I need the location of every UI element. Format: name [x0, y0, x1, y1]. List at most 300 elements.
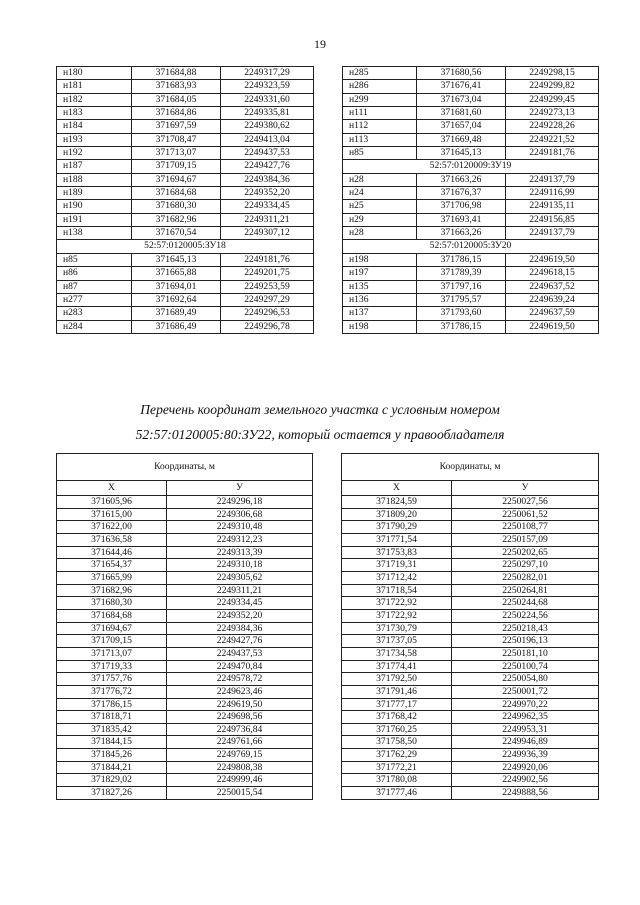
x-coordinate-cell: 371686,49 — [132, 320, 221, 333]
x-coordinate-cell: 371670,54 — [132, 227, 221, 240]
x-coordinate-cell: 371680,30 — [132, 200, 221, 213]
y-coordinate-cell: 2249962,35 — [452, 711, 599, 724]
y-coordinate-cell: 2249296,78 — [221, 320, 314, 333]
y-column-header: У — [167, 481, 313, 496]
coordinates-header: Координаты, м — [57, 454, 313, 481]
x-coordinate-cell: 371676,41 — [417, 80, 506, 93]
point-id-cell: н135 — [343, 280, 417, 293]
y-coordinate-cell: 2249623,46 — [167, 685, 313, 698]
table-row — [342, 685, 599, 698]
y-coordinate-cell: 2249380,62 — [221, 120, 314, 133]
x-coordinate-cell: 371694,67 — [57, 622, 167, 635]
table-row — [342, 660, 599, 673]
x-coordinate-cell: 371824,59 — [342, 496, 452, 509]
table-row — [342, 546, 599, 559]
point-id-cell: н180 — [57, 67, 132, 80]
y-coordinate-cell: 2249769,15 — [167, 749, 313, 762]
x-coordinate-cell: 371682,96 — [132, 213, 221, 226]
y-coordinate-cell: 2250282,01 — [452, 571, 599, 584]
x-column-header: X — [342, 481, 452, 496]
table-row — [342, 635, 599, 648]
y-coordinate-cell: 2249156,85 — [506, 213, 599, 226]
y-coordinate-cell: 2250264,81 — [452, 584, 599, 597]
y-coordinate-cell: 2249273,13 — [506, 107, 599, 120]
y-coordinate-cell: 2250015,54 — [167, 787, 313, 800]
y-coordinate-cell: 2249312,23 — [167, 533, 313, 546]
table-row — [57, 597, 313, 610]
table-row — [343, 213, 599, 226]
x-coordinate-cell: 371709,15 — [57, 635, 167, 648]
x-coordinate-cell: 371786,15 — [417, 253, 506, 266]
x-coordinate-cell: 371654,37 — [57, 559, 167, 572]
x-coordinate-cell: 371693,41 — [417, 213, 506, 226]
table-row — [342, 559, 599, 572]
table-row — [57, 673, 313, 686]
section-row — [343, 160, 599, 173]
y-coordinate-cell: 2249137,79 — [506, 227, 599, 240]
table-row — [343, 200, 599, 213]
point-id-cell: н113 — [343, 133, 417, 146]
table-row — [343, 173, 599, 186]
x-coordinate-cell: 371684,88 — [132, 67, 221, 80]
y-column-header: У — [452, 481, 599, 496]
y-coordinate-cell: 2249228,26 — [506, 120, 599, 133]
x-coordinate-cell: 371790,29 — [342, 521, 452, 534]
table-row — [343, 320, 599, 333]
table-row — [342, 533, 599, 546]
section-row — [57, 240, 314, 253]
y-coordinate-cell: 2249413,04 — [221, 133, 314, 146]
bottom-right-coordinates-table — [341, 453, 599, 800]
x-coordinate-cell: 371768,42 — [342, 711, 452, 724]
x-coordinate-cell: 371722,92 — [342, 609, 452, 622]
table-row — [57, 227, 314, 240]
x-coordinate-cell: 371684,68 — [57, 609, 167, 622]
table-row — [57, 508, 313, 521]
table-row — [57, 584, 313, 597]
table-row — [57, 107, 314, 120]
x-coordinate-cell: 371797,16 — [417, 280, 506, 293]
y-coordinate-cell: 2249135,11 — [506, 200, 599, 213]
x-coordinate-cell: 371753,83 — [342, 546, 452, 559]
table-row — [342, 496, 599, 509]
table-row — [57, 685, 313, 698]
table-row — [57, 187, 314, 200]
point-id-cell: н189 — [57, 187, 132, 200]
table-row — [343, 293, 599, 306]
y-coordinate-cell: 2249201,75 — [221, 267, 314, 280]
x-coordinate-cell: 371708,47 — [132, 133, 221, 146]
table-row — [57, 774, 313, 787]
y-coordinate-cell: 2249334,45 — [221, 200, 314, 213]
table-row — [57, 559, 313, 572]
table-row — [57, 293, 314, 306]
table-row — [57, 213, 314, 226]
x-coordinate-cell: 371719,33 — [57, 660, 167, 673]
table-row — [57, 267, 314, 280]
point-id-cell: н24 — [343, 187, 417, 200]
y-coordinate-cell: 2250157,09 — [452, 533, 599, 546]
table-row — [57, 647, 313, 660]
table-row — [57, 761, 313, 774]
y-coordinate-cell: 2249116,99 — [506, 187, 599, 200]
table-row — [57, 736, 313, 749]
x-coordinate-cell: 371734,58 — [342, 647, 452, 660]
table-row — [343, 133, 599, 146]
point-id-cell: н188 — [57, 173, 132, 186]
y-coordinate-cell: 2249306,68 — [167, 508, 313, 521]
table-row — [343, 120, 599, 133]
x-coordinate-cell: 371793,60 — [417, 307, 506, 320]
parcel-number-label: 52:57:0120005:ЗУ20 — [343, 240, 599, 253]
point-id-cell: н85 — [343, 147, 417, 160]
y-coordinate-cell: 2249323,59 — [221, 80, 314, 93]
y-coordinate-cell: 2250181,10 — [452, 647, 599, 660]
x-coordinate-cell: 371622,00 — [57, 521, 167, 534]
table-header-row — [57, 454, 313, 481]
point-id-cell: н198 — [343, 253, 417, 266]
table-row — [343, 93, 599, 106]
table-row — [57, 533, 313, 546]
x-coordinate-cell: 371644,46 — [57, 546, 167, 559]
x-coordinate-cell: 371683,93 — [132, 80, 221, 93]
x-coordinate-cell: 371827,26 — [57, 787, 167, 800]
table-row — [57, 711, 313, 724]
y-coordinate-cell: 2249618,15 — [506, 267, 599, 280]
table-row — [57, 698, 313, 711]
point-id-cell: н198 — [343, 320, 417, 333]
table-row — [57, 521, 313, 534]
y-coordinate-cell: 2249384,36 — [167, 622, 313, 635]
point-id-cell: н111 — [343, 107, 417, 120]
point-id-cell: н137 — [343, 307, 417, 320]
table-row — [343, 147, 599, 160]
x-coordinate-cell: 371680,56 — [417, 67, 506, 80]
y-coordinate-cell: 2250297,10 — [452, 559, 599, 572]
top-left-coordinates-table — [56, 66, 314, 334]
table-row — [342, 571, 599, 584]
parcel-number-label: 52:57:0120009:ЗУ19 — [343, 160, 599, 173]
point-id-cell: н197 — [343, 267, 417, 280]
table-row — [342, 761, 599, 774]
table-row — [342, 647, 599, 660]
table-row — [342, 787, 599, 800]
point-id-cell: н286 — [343, 80, 417, 93]
y-coordinate-cell: 2249619,50 — [506, 320, 599, 333]
y-coordinate-cell: 2249299,45 — [506, 93, 599, 106]
y-coordinate-cell: 2250218,43 — [452, 622, 599, 635]
point-id-cell: н181 — [57, 80, 132, 93]
x-coordinate-cell: 371689,49 — [132, 307, 221, 320]
y-coordinate-cell: 2249307,12 — [221, 227, 314, 240]
y-coordinate-cell: 2249352,20 — [167, 609, 313, 622]
table-row — [57, 253, 314, 266]
x-coordinate-cell: 371795,57 — [417, 293, 506, 306]
x-coordinate-cell: 371709,15 — [132, 160, 221, 173]
point-id-cell: н138 — [57, 227, 132, 240]
x-coordinate-cell: 371673,04 — [417, 93, 506, 106]
table-row — [57, 723, 313, 736]
y-coordinate-cell: 2249181,76 — [221, 253, 314, 266]
y-coordinate-cell: 2249970,22 — [452, 698, 599, 711]
table-row — [343, 67, 599, 80]
y-coordinate-cell: 2249920,06 — [452, 761, 599, 774]
x-coordinate-cell: 371818,71 — [57, 711, 167, 724]
x-coordinate-cell: 371829,02 — [57, 774, 167, 787]
x-coordinate-cell: 371681,60 — [417, 107, 506, 120]
table-row — [57, 622, 313, 635]
table-row — [57, 660, 313, 673]
y-coordinate-cell: 2249902,56 — [452, 774, 599, 787]
x-coordinate-cell: 371636,58 — [57, 533, 167, 546]
y-coordinate-cell: 2249313,39 — [167, 546, 313, 559]
x-coordinate-cell: 371684,05 — [132, 93, 221, 106]
point-id-cell: н87 — [57, 280, 132, 293]
point-id-cell: н299 — [343, 93, 417, 106]
table-row — [57, 609, 313, 622]
x-coordinate-cell: 371789,39 — [417, 267, 506, 280]
table-row — [57, 787, 313, 800]
x-coordinate-cell: 371697,59 — [132, 120, 221, 133]
top-right-coordinates-table — [342, 66, 599, 334]
x-coordinate-cell: 371684,68 — [132, 187, 221, 200]
y-coordinate-cell: 2249470,84 — [167, 660, 313, 673]
table-row — [342, 508, 599, 521]
x-coordinate-cell: 371771,54 — [342, 533, 452, 546]
x-coordinate-cell: 371776,72 — [57, 685, 167, 698]
table-row — [57, 133, 314, 146]
table-row — [343, 267, 599, 280]
section-heading-line-2: 52:57:0120005:80:ЗУ22, который остается у правообладателя — [135, 427, 505, 442]
x-coordinate-cell: 371692,64 — [132, 293, 221, 306]
y-coordinate-cell: 2249310,18 — [167, 559, 313, 572]
y-coordinate-cell: 2249311,21 — [167, 584, 313, 597]
y-coordinate-cell: 2250196,13 — [452, 635, 599, 648]
y-coordinate-cell: 2249298,15 — [506, 67, 599, 80]
y-coordinate-cell: 2249698,56 — [167, 711, 313, 724]
table-row — [57, 635, 313, 648]
x-coordinate-cell: 371694,67 — [132, 173, 221, 186]
table-row — [57, 120, 314, 133]
y-coordinate-cell: 2249999,46 — [167, 774, 313, 787]
x-coordinate-cell: 371786,15 — [417, 320, 506, 333]
bottom-left-coordinates-table — [56, 453, 313, 800]
x-coordinate-cell: 371809,20 — [342, 508, 452, 521]
y-coordinate-cell: 2250001,72 — [452, 685, 599, 698]
y-coordinate-cell: 2250224,56 — [452, 609, 599, 622]
table-row — [343, 307, 599, 320]
y-coordinate-cell: 2249384,36 — [221, 173, 314, 186]
point-id-cell: н283 — [57, 307, 132, 320]
y-coordinate-cell: 2249427,76 — [221, 160, 314, 173]
x-coordinate-cell: 371844,21 — [57, 761, 167, 774]
x-coordinate-cell: 371712,42 — [342, 571, 452, 584]
point-id-cell: н191 — [57, 213, 132, 226]
y-coordinate-cell: 2249299,82 — [506, 80, 599, 93]
x-coordinate-cell: 371786,15 — [57, 698, 167, 711]
point-id-cell: н284 — [57, 320, 132, 333]
table-row — [57, 93, 314, 106]
x-coordinate-cell: 371730,79 — [342, 622, 452, 635]
y-coordinate-cell: 2249936,39 — [452, 749, 599, 762]
table-row — [342, 584, 599, 597]
x-coordinate-cell: 371792,50 — [342, 673, 452, 686]
point-id-cell: н86 — [57, 267, 132, 280]
point-id-cell: н29 — [343, 213, 417, 226]
y-coordinate-cell: 2250027,56 — [452, 496, 599, 509]
y-coordinate-cell: 2249296,53 — [221, 307, 314, 320]
table-row — [343, 227, 599, 240]
x-coordinate-cell: 371722,92 — [342, 597, 452, 610]
y-coordinate-cell: 2249296,18 — [167, 496, 313, 509]
y-coordinate-cell: 2249137,79 — [506, 173, 599, 186]
x-coordinate-cell: 371663,26 — [417, 173, 506, 186]
table-row — [342, 673, 599, 686]
x-coordinate-cell: 371713,07 — [132, 147, 221, 160]
x-coordinate-cell: 371777,17 — [342, 698, 452, 711]
y-coordinate-cell: 2249297,29 — [221, 293, 314, 306]
y-coordinate-cell: 2249352,20 — [221, 187, 314, 200]
table-row — [343, 187, 599, 200]
table-row — [343, 107, 599, 120]
y-coordinate-cell: 2249310,48 — [167, 521, 313, 534]
table-row — [57, 160, 314, 173]
y-coordinate-cell: 2249335,81 — [221, 107, 314, 120]
x-coordinate-cell: 371684,86 — [132, 107, 221, 120]
y-coordinate-cell: 2249761,66 — [167, 736, 313, 749]
section-heading-line-1: Перечень координат земельного участка с условным номером — [140, 402, 500, 417]
point-id-cell: н285 — [343, 67, 417, 80]
x-coordinate-cell: 371669,48 — [417, 133, 506, 146]
page-number: 19 — [314, 37, 326, 51]
point-id-cell: н28 — [343, 227, 417, 240]
x-coordinate-cell: 371844,15 — [57, 736, 167, 749]
coordinates-header: Координаты, м — [342, 454, 599, 481]
x-coordinate-cell: 371757,76 — [57, 673, 167, 686]
point-id-cell: н112 — [343, 120, 417, 133]
x-coordinate-cell: 371615,00 — [57, 508, 167, 521]
table-row — [342, 698, 599, 711]
y-coordinate-cell: 2249181,76 — [506, 147, 599, 160]
table-row — [57, 571, 313, 584]
x-coordinate-cell: 371665,88 — [132, 267, 221, 280]
y-coordinate-cell: 2250054,80 — [452, 673, 599, 686]
x-coordinate-cell: 371665,99 — [57, 571, 167, 584]
y-coordinate-cell: 2249637,59 — [506, 307, 599, 320]
x-coordinate-cell: 371758,50 — [342, 736, 452, 749]
table-row — [342, 711, 599, 724]
y-coordinate-cell: 2250061,52 — [452, 508, 599, 521]
x-coordinate-cell: 371718,54 — [342, 584, 452, 597]
table-row — [57, 546, 313, 559]
y-coordinate-cell: 2250100,74 — [452, 660, 599, 673]
y-coordinate-cell: 2249888,56 — [452, 787, 599, 800]
table-row — [342, 736, 599, 749]
y-coordinate-cell: 2249808,38 — [167, 761, 313, 774]
point-id-cell: н193 — [57, 133, 132, 146]
point-id-cell: н85 — [57, 253, 132, 266]
table-row — [342, 749, 599, 762]
table-row — [342, 622, 599, 635]
x-coordinate-cell: 371845,26 — [57, 749, 167, 762]
y-coordinate-cell: 2249331,60 — [221, 93, 314, 106]
x-coordinate-cell: 371737,05 — [342, 635, 452, 648]
table-row — [343, 280, 599, 293]
x-coordinate-cell: 371719,31 — [342, 559, 452, 572]
x-coordinate-cell: 371791,46 — [342, 685, 452, 698]
point-id-cell: н190 — [57, 200, 132, 213]
x-coordinate-cell: 371760,25 — [342, 723, 452, 736]
table-row — [342, 723, 599, 736]
table-row — [343, 80, 599, 93]
y-coordinate-cell: 2250108,77 — [452, 521, 599, 534]
x-coordinate-cell: 371835,42 — [57, 723, 167, 736]
table-row — [57, 67, 314, 80]
table-row — [57, 80, 314, 93]
x-coordinate-cell: 371657,04 — [417, 120, 506, 133]
y-coordinate-cell: 2249619,50 — [167, 698, 313, 711]
x-coordinate-cell: 371682,96 — [57, 584, 167, 597]
y-coordinate-cell: 2250202,65 — [452, 546, 599, 559]
table-row — [57, 173, 314, 186]
y-coordinate-cell: 2249639,24 — [506, 293, 599, 306]
point-id-cell: н28 — [343, 173, 417, 186]
y-coordinate-cell: 2249221,52 — [506, 133, 599, 146]
table-row — [342, 597, 599, 610]
axis-header-row — [57, 481, 313, 496]
y-coordinate-cell: 2249305,62 — [167, 571, 313, 584]
point-id-cell: н25 — [343, 200, 417, 213]
table-row — [57, 320, 314, 333]
point-id-cell: н187 — [57, 160, 132, 173]
point-id-cell: н182 — [57, 93, 132, 106]
table-row — [57, 496, 313, 509]
y-coordinate-cell: 2249953,31 — [452, 723, 599, 736]
table-row — [343, 253, 599, 266]
x-coordinate-cell: 371645,13 — [132, 253, 221, 266]
y-coordinate-cell: 2249253,59 — [221, 280, 314, 293]
y-coordinate-cell: 2249437,53 — [221, 147, 314, 160]
x-coordinate-cell: 371713,07 — [57, 647, 167, 660]
point-id-cell: н184 — [57, 120, 132, 133]
y-coordinate-cell: 2250244,68 — [452, 597, 599, 610]
table-row — [342, 774, 599, 787]
y-coordinate-cell: 2249311,21 — [221, 213, 314, 226]
table-row — [342, 609, 599, 622]
table-row — [57, 147, 314, 160]
y-coordinate-cell: 2249427,76 — [167, 635, 313, 648]
y-coordinate-cell: 2249317,29 — [221, 67, 314, 80]
x-coordinate-cell: 371762,29 — [342, 749, 452, 762]
table-row — [57, 200, 314, 213]
x-coordinate-cell: 371772,21 — [342, 761, 452, 774]
x-coordinate-cell: 371663,26 — [417, 227, 506, 240]
table-row — [57, 307, 314, 320]
y-coordinate-cell: 2249637,52 — [506, 280, 599, 293]
table-header-row — [342, 454, 599, 481]
x-coordinate-cell: 371780,08 — [342, 774, 452, 787]
table-row — [57, 749, 313, 762]
y-coordinate-cell: 2249736,84 — [167, 723, 313, 736]
x-coordinate-cell: 371680,30 — [57, 597, 167, 610]
point-id-cell: н136 — [343, 293, 417, 306]
point-id-cell: н192 — [57, 147, 132, 160]
point-id-cell: н183 — [57, 107, 132, 120]
point-id-cell: н277 — [57, 293, 132, 306]
y-coordinate-cell: 2249334,45 — [167, 597, 313, 610]
x-coordinate-cell: 371694,01 — [132, 280, 221, 293]
x-coordinate-cell: 371605,96 — [57, 496, 167, 509]
